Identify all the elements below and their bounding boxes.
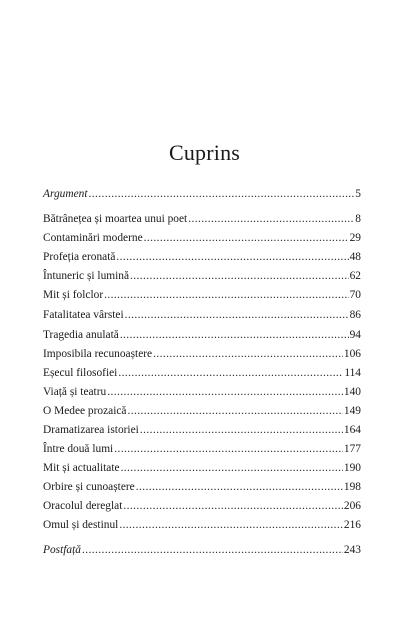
dot-leader xyxy=(125,309,349,322)
toc-entry-title: Eșecul filosofiei xyxy=(43,367,118,379)
toc-entry-title: Între două lumi xyxy=(43,443,114,455)
dot-leader xyxy=(119,519,343,532)
toc-entry-page: 8 xyxy=(355,213,361,225)
toc-entry xyxy=(43,267,361,283)
toc-entry-title: Postfață xyxy=(43,544,81,556)
dot-leader xyxy=(107,386,343,399)
toc-entry xyxy=(43,248,361,264)
toc-entry-title: Fatalitatea vârstei xyxy=(43,309,124,321)
table-of-contents xyxy=(43,0,361,630)
toc-entry-title: Bătrânețea și moartea unui poet xyxy=(43,213,188,225)
toc-entry-page: 114 xyxy=(344,367,361,379)
dot-leader xyxy=(114,443,343,456)
toc-entry xyxy=(43,229,361,245)
toc-entry-page: 164 xyxy=(343,424,361,436)
dot-leader xyxy=(120,329,349,342)
toc-entry-title: Imposibila recunoaștere xyxy=(43,348,153,360)
toc-entry-title: Oracolul dereglat xyxy=(43,500,123,512)
toc-entry-page: 86 xyxy=(349,309,361,321)
dot-leader xyxy=(127,405,342,418)
toc-entry-page: 5 xyxy=(355,188,361,200)
toc-entry-title: Tragedia anulată xyxy=(43,329,119,341)
toc-entry xyxy=(43,440,361,456)
toc-entry-page: 94 xyxy=(349,329,361,341)
toc-entry xyxy=(43,459,361,475)
dot-leader xyxy=(140,424,343,437)
toc-entry-page: 29 xyxy=(349,232,361,244)
toc-entry-title: Mit și folclor xyxy=(43,289,104,301)
toc-entry-title: Mit și actualitate xyxy=(43,462,120,474)
dot-leader xyxy=(153,348,343,361)
toc-entry xyxy=(43,326,361,342)
toc-entry-page: 206 xyxy=(343,500,361,512)
dot-leader xyxy=(82,544,343,557)
toc-entry-page: 70 xyxy=(349,289,361,301)
toc-entry xyxy=(43,402,361,418)
toc-entry-title: Omul și destinul xyxy=(43,519,119,531)
toc-entry xyxy=(43,364,361,380)
toc-entry-page: 198 xyxy=(343,481,361,493)
toc-entry-page: 149 xyxy=(343,405,361,417)
toc-entry xyxy=(43,497,361,513)
toc-entry-title: Întuneric și lumină xyxy=(43,270,130,282)
toc-entry-page: 243 xyxy=(343,544,361,556)
toc-entry xyxy=(43,478,361,494)
toc-entry-title: Orbire și cunoaștere xyxy=(43,481,135,493)
toc-entry xyxy=(43,345,361,361)
toc-entry xyxy=(43,286,361,302)
toc-entry-title: Dramatizarea istoriei xyxy=(43,424,139,436)
dot-leader xyxy=(144,232,349,245)
toc-entry xyxy=(43,383,361,399)
toc-entry-page: 106 xyxy=(343,348,361,360)
toc-entry-page: 216 xyxy=(343,519,361,531)
toc-entry xyxy=(43,421,361,437)
toc-entry xyxy=(43,541,361,557)
toc-entry-title: O Medee prozaică xyxy=(43,405,127,417)
toc-entry-title: Profeția eronată xyxy=(43,251,116,263)
toc-entry-page: 177 xyxy=(343,443,361,455)
dot-leader xyxy=(118,367,343,380)
dot-leader xyxy=(116,251,348,264)
dot-leader xyxy=(188,213,354,226)
toc-entry xyxy=(43,185,361,201)
toc-entry xyxy=(43,306,361,322)
toc-entry-page: 48 xyxy=(349,251,361,263)
toc-entry-page: 140 xyxy=(343,386,361,398)
dot-leader xyxy=(89,188,355,201)
toc-entry-page: 190 xyxy=(343,462,361,474)
toc-entry-title: Viață și teatru xyxy=(43,386,107,398)
dot-leader xyxy=(121,462,343,475)
dot-leader xyxy=(130,270,349,283)
toc-entry-title: Argument xyxy=(43,188,88,200)
toc-entry xyxy=(43,516,361,532)
dot-leader xyxy=(104,289,348,302)
dot-leader xyxy=(136,481,343,494)
toc-entry-title: Contaminări moderne xyxy=(43,232,143,244)
toc-entry-page: 62 xyxy=(349,270,361,282)
toc-entry xyxy=(43,210,361,226)
page-title: Cuprins xyxy=(168,140,241,165)
dot-leader xyxy=(123,500,343,513)
